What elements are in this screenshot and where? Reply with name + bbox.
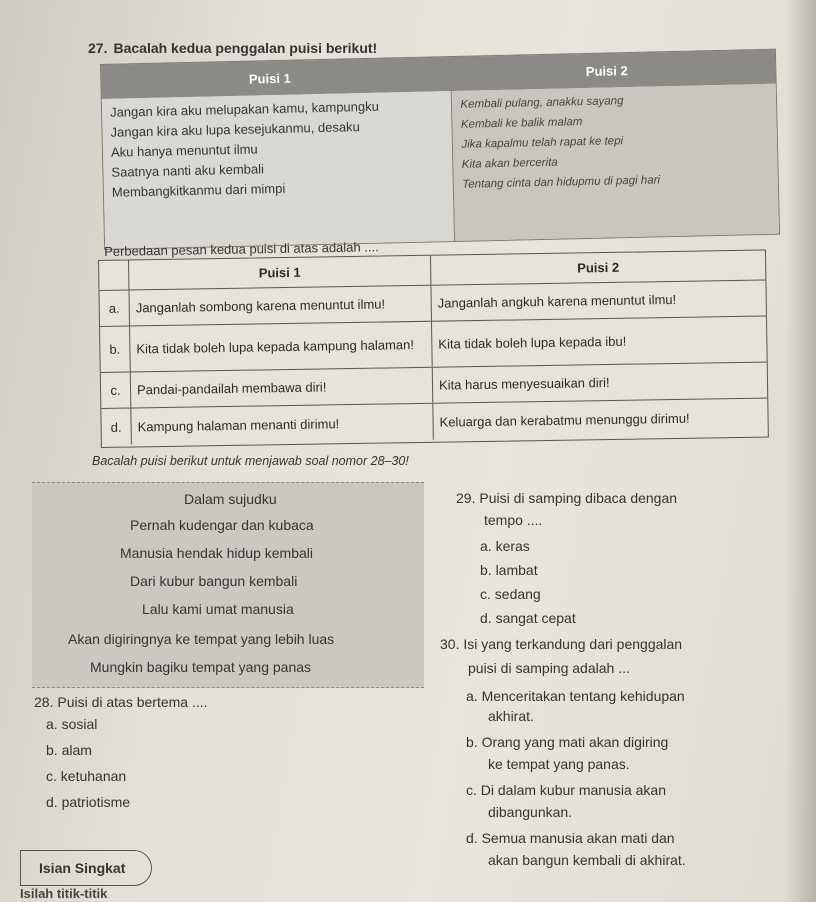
question-number: 27. <box>88 40 108 56</box>
question-27-heading <box>88 40 377 56</box>
question-29: 29. Puisi di samping dibaca dengan <box>456 490 678 506</box>
q28-option-a[interactable]: a. sosial <box>46 716 98 732</box>
question-text: Bacalah kedua penggalan puisi berikut! <box>113 40 378 56</box>
option-puisi-1: Pandai-pandailah membawa diri! <box>131 368 434 408</box>
puisi-2-column <box>452 84 779 241</box>
q28-option-c[interactable]: c. ketuhanan <box>46 768 127 784</box>
option-letter: d. <box>101 408 132 444</box>
puisi-1-line: Membangkitkanmu dari mimpi <box>111 180 286 200</box>
options-header-puisi-1: Puisi 1 <box>129 256 431 290</box>
puisi-1-line: Aku hanya menuntut ilmu <box>110 141 258 160</box>
option-letter: a. <box>99 291 130 326</box>
question-30: 30. Isi yang terkandung dari penggalan <box>440 636 683 652</box>
q28-option-d[interactable]: d. patriotisme <box>46 794 131 810</box>
option-letter: c. <box>101 372 132 407</box>
q28-option-b[interactable]: b. alam <box>46 742 92 758</box>
poem-line: Mungkin bagiku tempat yang panas <box>90 659 312 675</box>
puisi-2-line: Kembali ke balik malam <box>460 116 583 131</box>
poem-line: Dalam sujudku <box>184 491 277 507</box>
puisi-2-line: Tentang cinta dan hidupmu di pagi hari <box>462 174 661 191</box>
option-puisi-2: Kita tidak boleh lupa kepada ibu! <box>438 333 627 352</box>
poem-line: Lalu kami umat manusia <box>142 601 294 617</box>
poem-excerpt-table <box>100 49 780 250</box>
option-puisi-2: Keluarga dan kerabatmu menunggu dirimu! <box>439 410 690 430</box>
q29-option-d[interactable]: d. sangat cepat <box>480 610 576 626</box>
puisi-1-line: Jangan kira aku melupakan kamu, kampungku <box>109 98 380 120</box>
section-instruction-cut: Isilah titik-titik <box>20 886 108 901</box>
q30-option-a-cont: akhirat. <box>488 708 534 724</box>
question-27-prompt: Perbedaan pesan kedua puisi di atas adalah .... <box>104 239 379 259</box>
section-badge <box>20 850 152 886</box>
puisi-2-line: Kita akan bercerita <box>461 156 558 171</box>
puisi-2-line: Kembali pulang, anakku sayang <box>460 95 624 111</box>
answer-options-table <box>98 250 769 448</box>
option-puisi-2: Janganlah angkuh karena menuntut ilmu! <box>437 291 677 311</box>
question-29-cont: tempo .... <box>484 512 543 528</box>
poem-line: Akan digiringnya ke tempat yang lebih luas <box>68 631 335 647</box>
reading-instruction: Bacalah puisi berikut untuk menjawab soal nomor 28–30! <box>92 454 409 468</box>
q30-option-d[interactable]: d. Semua manusia akan mati dan <box>466 830 675 846</box>
q30-option-b-cont: ke tempat yang panas. <box>488 756 630 772</box>
option-puisi-1: Kampung halaman menanti dirimu! <box>131 404 434 445</box>
q30-option-d-cont: akan bangun kembali di akhirat. <box>488 852 686 868</box>
q30-option-a[interactable]: a. Menceritakan tentang kehidupan <box>466 688 685 704</box>
question-28: 28. Puisi di atas bertema .... <box>34 694 208 710</box>
q29-option-a[interactable]: a. keras <box>480 538 530 554</box>
puisi-1-line: Saatnya nanti aku kembali <box>111 161 265 180</box>
page-edge-shadow <box>786 0 816 902</box>
q29-option-c[interactable]: c. sedang <box>480 586 541 602</box>
question-30-cont: puisi di samping adalah ... <box>468 660 630 676</box>
puisi-2-line: Jika kapalmu telah rapat ke tepi <box>461 135 624 151</box>
puisi-1-line: Jangan kira aku lupa kesejukanmu, desaku <box>110 119 360 140</box>
option-puisi-1: Janganlah sombong karena menuntut ilmu! <box>129 286 432 326</box>
header-puisi-1: Puisi 1 <box>248 70 291 87</box>
puisi-1-column <box>102 91 456 249</box>
poem-line: Dari kubur bangun kembali <box>130 573 298 589</box>
q30-option-b[interactable]: b. Orang yang mati akan digiring <box>466 734 669 750</box>
header-puisi-2: Puisi 2 <box>585 62 628 79</box>
section-badge-label: Isian Singkat <box>39 860 126 876</box>
q30-option-c-cont: dibangunkan. <box>488 804 573 820</box>
option-puisi-2: Kita harus menyesuaikan diri! <box>438 374 610 393</box>
poem-line: Manusia hendak hidup kembali <box>120 545 314 561</box>
q30-option-c[interactable]: c. Di dalam kubur manusia akan <box>466 782 666 798</box>
poem-line: Pernah kudengar dan kubaca <box>130 517 314 533</box>
option-puisi-1: Kita tidak boleh lupa kepada kampung halaman! <box>130 322 433 372</box>
options-header-puisi-2: Puisi 2 <box>577 259 620 276</box>
q29-option-b[interactable]: b. lambat <box>480 562 538 578</box>
option-letter: b. <box>100 327 131 372</box>
poem-box <box>32 482 424 688</box>
